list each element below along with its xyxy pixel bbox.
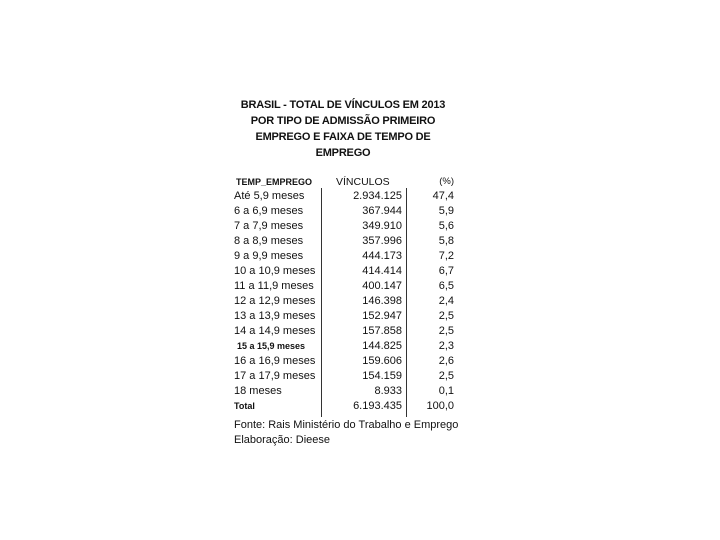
row-label: 8 a 8,9 meses <box>234 235 304 247</box>
row-vinculos: 414.414 <box>362 265 402 277</box>
row-vinculos: 152.947 <box>362 310 402 322</box>
column-divider <box>406 188 407 417</box>
row-percent: 7,2 <box>438 250 454 262</box>
row-vinculos: 159.606 <box>362 355 402 367</box>
row-vinculos: 367.944 <box>362 205 402 217</box>
table-row <box>233 384 459 399</box>
row-percent: 2,5 <box>438 325 454 337</box>
row-vinculos: 349.910 <box>362 220 402 232</box>
row-label: 10 a 10,9 meses <box>234 265 316 277</box>
row-vinculos: 154.159 <box>362 370 402 382</box>
total-label: Total <box>234 401 255 411</box>
column-divider <box>321 188 322 417</box>
row-percent: 0,1 <box>438 385 454 397</box>
row-label: 7 a 7,9 meses <box>234 220 304 232</box>
row-vinculos: 2.934.125 <box>353 190 402 202</box>
row-vinculos: 157.858 <box>362 325 402 337</box>
row-vinculos: 444.173 <box>362 250 402 262</box>
table-row <box>233 339 459 354</box>
row-label: Até 5,9 meses <box>234 190 305 202</box>
row-label: 12 a 12,9 meses <box>234 295 316 307</box>
row-percent: 5,9 <box>438 205 454 217</box>
total-vinculos: 6.193.435 <box>353 400 402 412</box>
row-label: 9 a 9,9 meses <box>234 250 304 262</box>
row-vinculos: 144.825 <box>362 340 402 352</box>
row-percent: 5,6 <box>438 220 454 232</box>
table-row <box>233 354 459 369</box>
elaboration-note: Elaboração: Dieese <box>234 434 331 446</box>
total-percent: 100,0 <box>426 400 454 412</box>
table-row <box>233 279 459 294</box>
header-vinculos: VÍNCULOS <box>336 176 390 188</box>
row-label: 6 a 6,9 meses <box>234 205 304 217</box>
row-percent: 2,6 <box>438 355 454 367</box>
row-label: 14 a 14,9 meses <box>234 325 316 337</box>
title-line: EMPREGO <box>315 147 371 159</box>
data-table <box>233 174 459 414</box>
row-percent: 2,4 <box>438 295 454 307</box>
header-percent: (%) <box>439 176 454 187</box>
table-row <box>233 249 459 264</box>
row-percent: 2,3 <box>438 340 454 352</box>
table-header-row <box>233 174 459 189</box>
row-percent: 47,4 <box>432 190 454 202</box>
row-percent: 2,5 <box>438 310 454 322</box>
table-row <box>233 204 459 219</box>
table-title <box>226 97 460 161</box>
table-row <box>233 219 459 234</box>
table-row <box>233 369 459 384</box>
title-line: EMPREGO E FAIXA DE TEMPO DE <box>255 131 431 143</box>
table-footer <box>234 418 458 448</box>
source-note: Fonte: Rais Ministério do Trabalho e Emprego <box>234 419 459 431</box>
header-temp-emprego: TEMP_EMPREGO <box>236 177 313 187</box>
row-label: 17 a 17,9 meses <box>234 370 316 382</box>
table-row <box>233 294 459 309</box>
table-row <box>233 234 459 249</box>
table-total-row <box>233 399 459 414</box>
row-vinculos: 8.933 <box>374 385 402 397</box>
row-label: 16 a 16,9 meses <box>234 355 316 367</box>
title-line: POR TIPO DE ADMISSÃO PRIMEIRO <box>250 115 436 127</box>
row-label: 13 a 13,9 meses <box>234 310 316 322</box>
title-line: BRASIL - TOTAL DE VÍNCULOS EM 2013 <box>240 99 446 111</box>
row-vinculos: 146.398 <box>362 295 402 307</box>
row-label: 11 a 11,9 meses <box>234 280 314 292</box>
table-row <box>233 309 459 324</box>
table-row <box>233 324 459 339</box>
row-vinculos: 357.996 <box>362 235 402 247</box>
row-label: 18 meses <box>234 385 282 397</box>
row-percent: 6,5 <box>438 280 454 292</box>
row-percent: 2,5 <box>438 370 454 382</box>
table-row <box>233 264 459 279</box>
row-label: 15 a 15,9 meses <box>237 341 306 351</box>
row-percent: 6,7 <box>438 265 454 277</box>
table-row <box>233 189 459 204</box>
row-vinculos: 400.147 <box>362 280 402 292</box>
row-percent: 5,8 <box>438 235 454 247</box>
